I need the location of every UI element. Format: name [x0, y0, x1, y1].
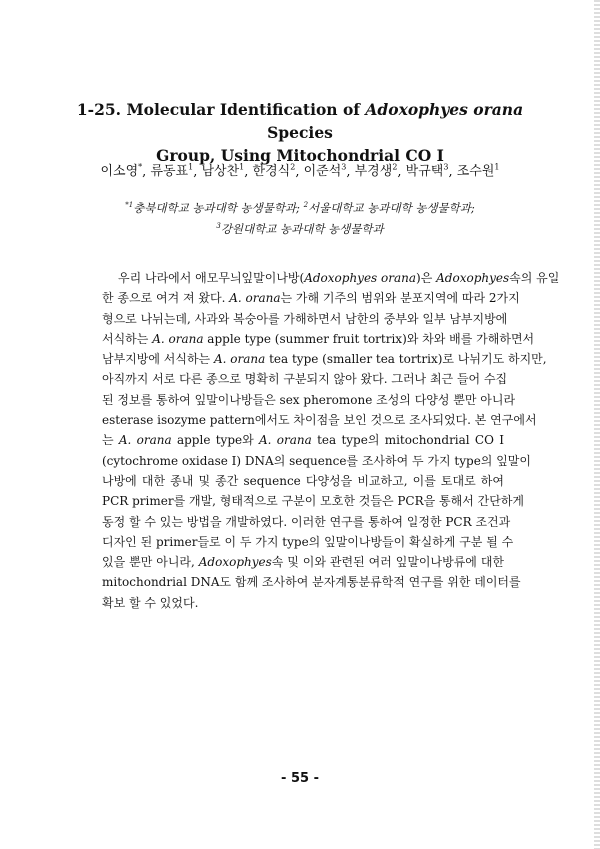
author-name	[304, 164, 347, 179]
body-text-line: 확보 할 수 있었다.	[102, 595, 199, 610]
body-text-line: esterase isozyme pattern에서도 차이점을 보인 것으로 조사되었다. 본 연구에서	[102, 413, 537, 428]
abstract-body	[102, 268, 560, 613]
page-number: - 55 -	[281, 771, 319, 786]
body-text-line: 형으로 나뉘는데, 사과와 복숭아를 가해하면서 남한의 중부와 일부 남부지방에	[102, 311, 508, 326]
title-species-name: Adoxophyes orana	[365, 100, 524, 119]
body-text-line: 나방에 대한 종내 및 종간 sequence 다양성을 비교하고, 이를 토대로 하여	[102, 473, 504, 488]
author-name-text: 이소영	[100, 164, 139, 180]
author-name-text: 류동표	[150, 164, 189, 180]
author-name	[150, 164, 193, 179]
affiliation-mark: *1	[125, 201, 134, 209]
body-text-line: 된 정보를 통하여 잎말이나방들은 sex pheromone 조성의 다양성 뿐만 아니라	[102, 392, 516, 407]
body-text-line: mitochondrial DNA도 함께 조사하여 분자계통분류학적 연구를 위한 데이터를	[102, 575, 521, 590]
author-name	[355, 164, 398, 179]
body-text-line: 우리 나라에서 애모무늬잎말이나방(Adoxophyes orana)은 Adoxophyes속의 유일	[118, 271, 560, 285]
affiliation-mark: 3	[216, 221, 221, 230]
author-name	[406, 164, 449, 179]
author-affiliation-mark: 1	[494, 163, 500, 172]
body-text-line: 동정 할 수 있는 방법을 개발하였다. 이러한 연구를 통하여 일정한 PCR 조건과	[102, 514, 511, 529]
page-edge-decoration	[594, 0, 600, 849]
paper-title	[60, 98, 540, 167]
author-affiliation-mark: 3	[341, 163, 347, 172]
author-name-text: 이준석	[303, 164, 342, 180]
author-name-text: 남상찬	[201, 164, 240, 180]
author-name-text: 조수원	[456, 164, 495, 180]
body-text-line: 디자인 된 primer들로 이 두 가지 type의 잎말이나방들이 확실하게 구분 될 수	[102, 534, 514, 549]
body-text-line: 아직까지 서로 다른 종으로 명확히 구분되지 않아 왔다. 그러나 최근 들어 수집	[102, 372, 508, 387]
author-name-text: 부경생	[354, 164, 393, 180]
body-text-line: 서식하는 A. orana apple type (summer fruit tortrix)와 차와 배를 가해하면서	[102, 331, 535, 346]
author-name	[457, 164, 500, 179]
author-name-text: 박규택	[405, 164, 444, 180]
title-line-1	[60, 98, 540, 144]
title-line-2: Group, Using Mitochondrial CO I	[156, 146, 444, 165]
author-name	[201, 164, 244, 179]
title-prefix: 1-25. Molecular Identification of	[76, 100, 366, 119]
author-affiliation-mark: 3	[443, 163, 449, 172]
affiliation-text: 서울대학교 농과대학 농생물학과;	[308, 200, 475, 215]
affiliation-text: 강원대학교 농과대학 농생물학과	[220, 221, 384, 236]
author-affiliation-mark: *	[138, 163, 143, 172]
body-text-line: PCR primer를 개발, 형태적으로 구분이 모호한 것들은 PCR을 통해서 간단하게	[102, 494, 525, 509]
author-name	[100, 164, 142, 179]
affiliation-text: 충북대학교 농과대학 농생물학과;	[133, 200, 304, 215]
body-text-line: 있을 뿐만 아니라, Adoxophyes속 및 이와 관련된 여러 잎말이나방류에 대한	[102, 555, 504, 570]
author-list: 이소영*, 류동표$^1$, 남상찬$^1$, 한경식$^2$, 이준석$^3$, 부경생$^2$, 박규택$^3$, 조수원$^1$	[100, 163, 500, 180]
author-affiliation-mark: 1	[239, 163, 245, 172]
affiliations	[60, 196, 540, 238]
author-affiliation-mark: 2	[290, 163, 296, 172]
affiliation-line-1	[60, 196, 540, 217]
affiliation-mark: 2	[303, 201, 309, 209]
title-suffix: Species	[267, 123, 333, 142]
author-affiliation-mark: 2	[392, 163, 398, 172]
body-text-line: 한 종으로 여겨 져 왔다. A. orana는 가해 기주의 범위와 분포지역에 따라 2가지	[102, 291, 520, 306]
author-name	[253, 164, 296, 179]
body-text-line: 남부지방에 서식하는 A. orana tea type (smaller tea tortrix)로 나뉘기도 하지만,	[102, 352, 547, 367]
body-text-line: 는 A. orana apple type와 A. orana tea type의 mitochondrial CO I	[102, 433, 504, 448]
author-name-text: 한경식	[252, 164, 291, 180]
body-text-line: (cytochrome oxidase I) DNA의 sequence를 조사하여 두 가지 type의 잎말이	[102, 453, 531, 468]
affiliation-line-2	[60, 217, 540, 238]
author-affiliation-mark: 1	[188, 163, 194, 172]
